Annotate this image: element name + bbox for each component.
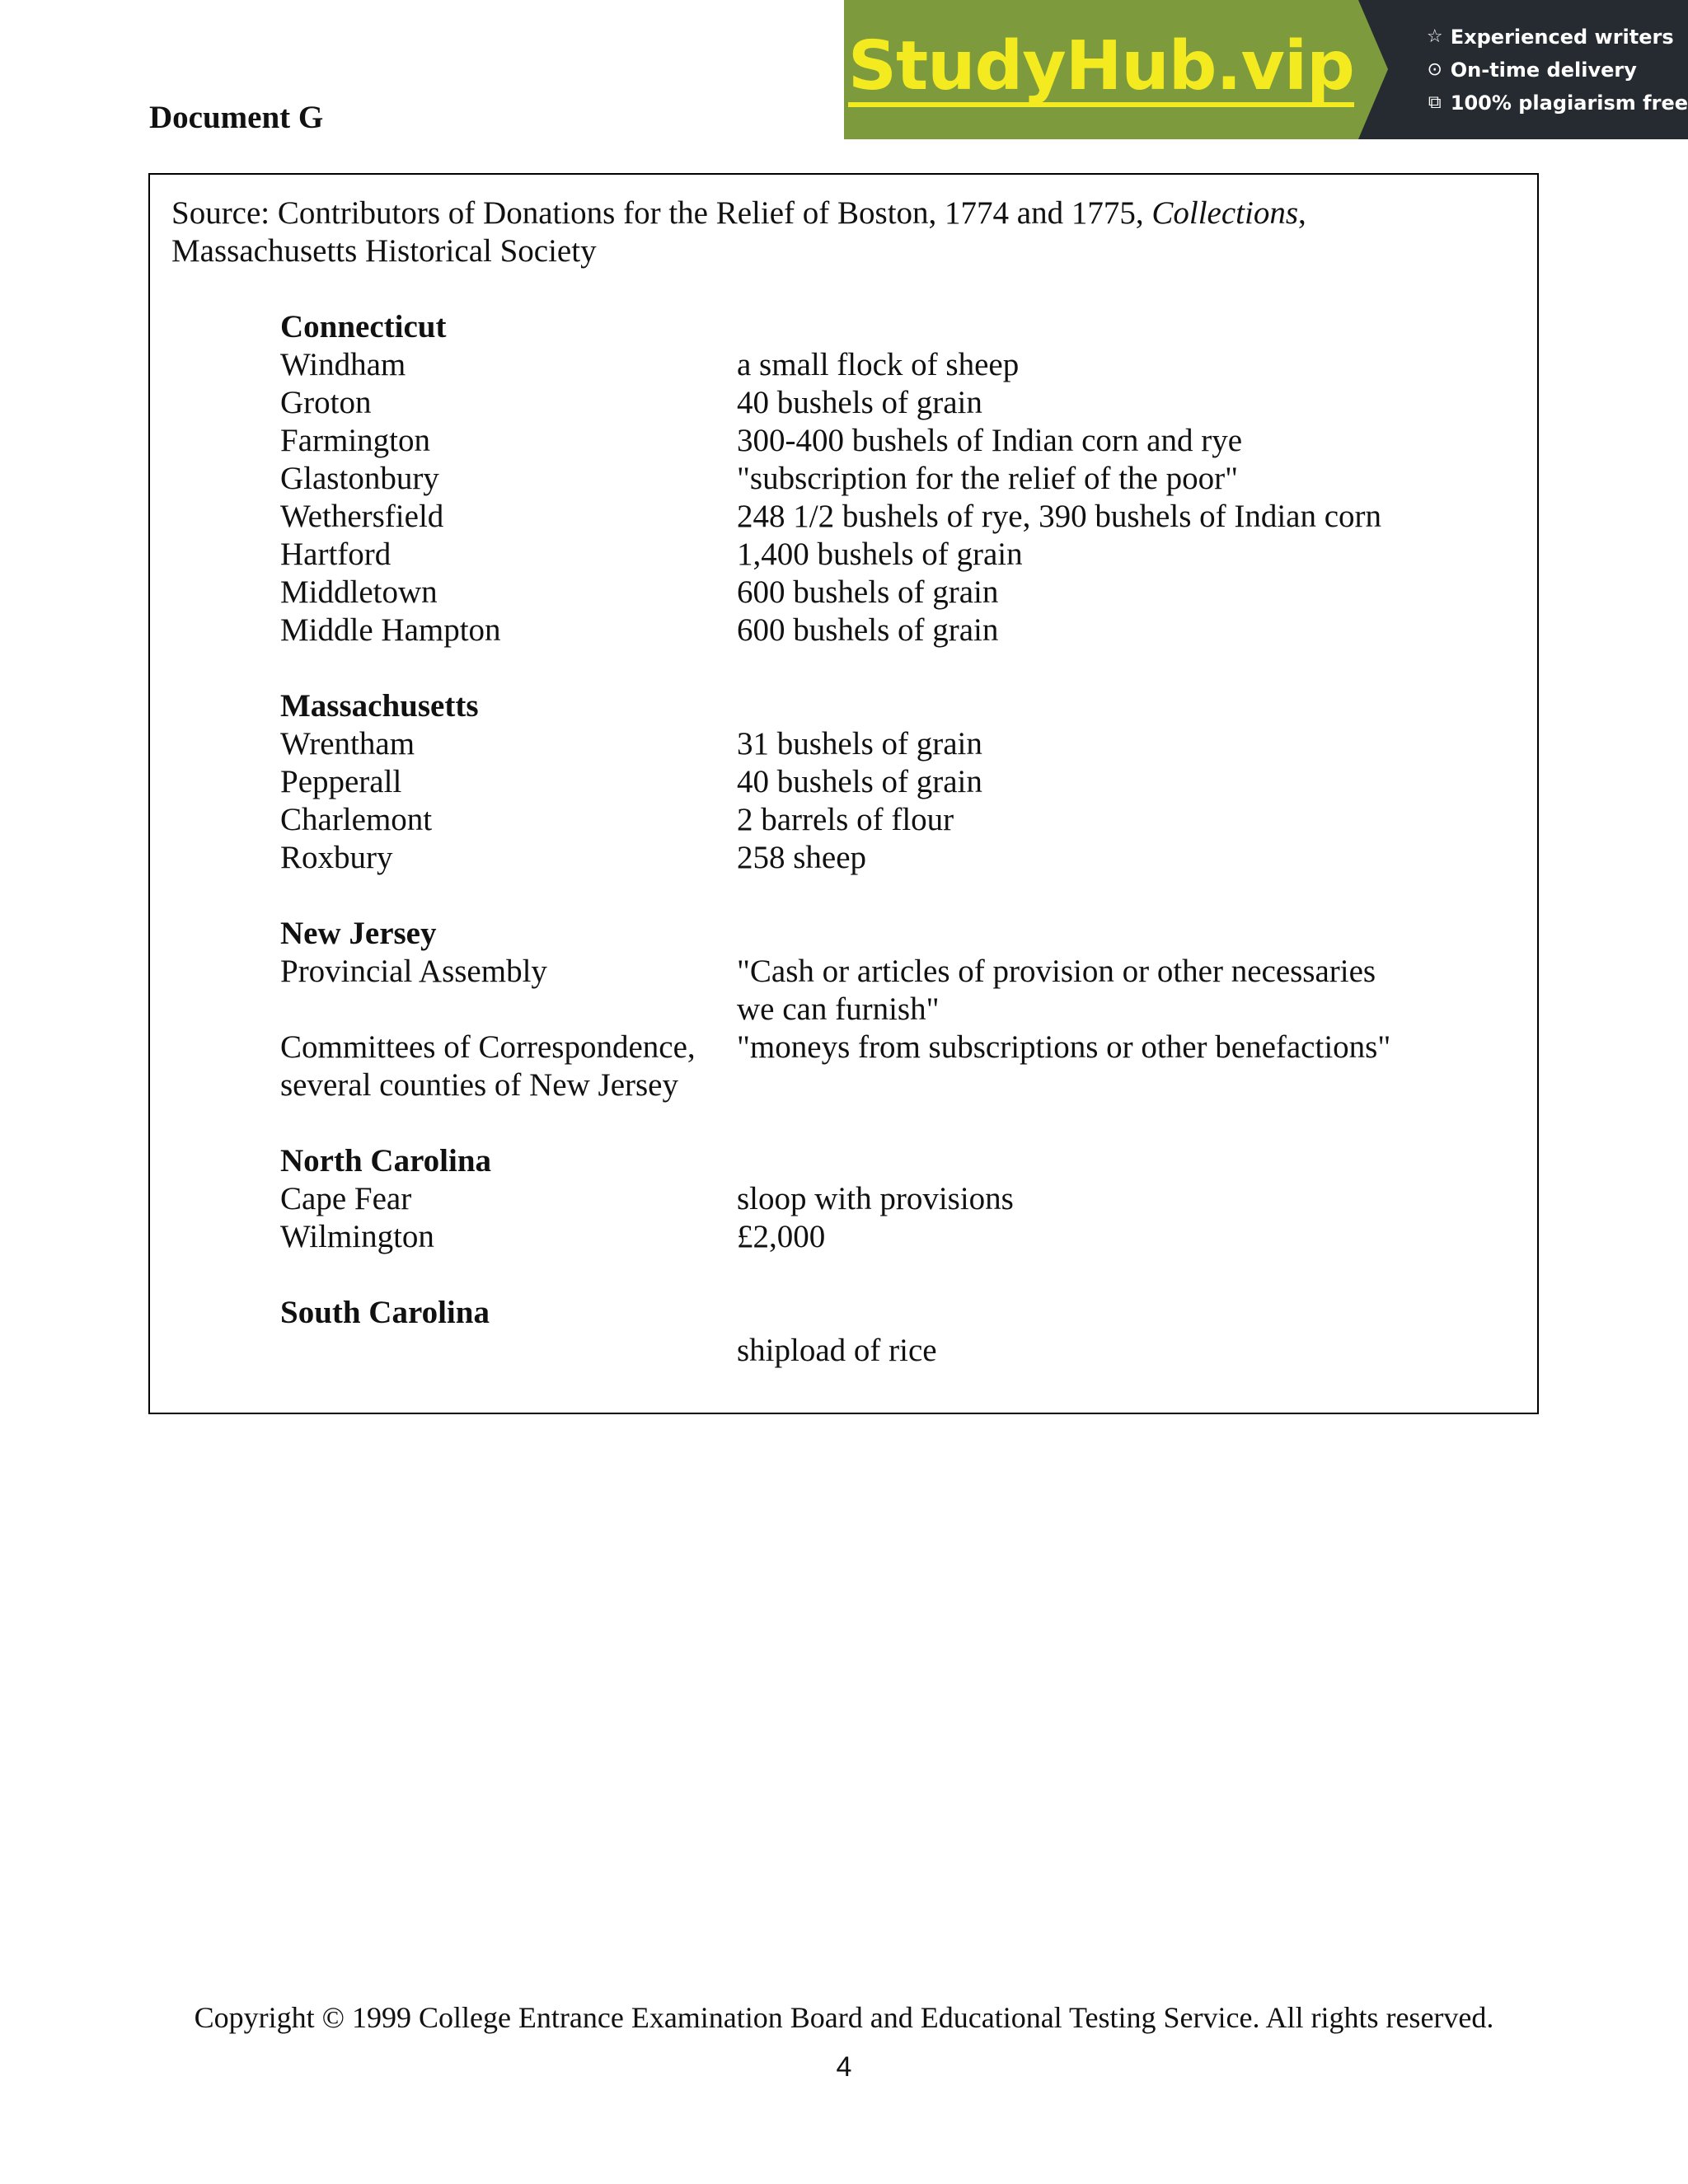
list-item <box>280 1180 1500 1218</box>
list-item <box>280 498 1500 536</box>
source-box <box>148 173 1539 1414</box>
list-item <box>280 839 1500 877</box>
star-icon: ☆ <box>1426 26 1443 47</box>
studyhub-banner[interactable] <box>844 0 1688 139</box>
donation-text: "moneys from subscriptions or other benefactions" <box>737 1029 1391 1065</box>
list-item <box>280 1029 1500 1066</box>
banner-features-list <box>1358 0 1688 139</box>
donation-text: "Cash or articles of provision or other necessaries <box>737 954 1376 989</box>
state-heading-new-jersey: New Jersey <box>280 916 437 951</box>
town-name: Hartford <box>280 537 392 572</box>
town-name: Groton <box>280 385 372 420</box>
donation-text: 600 bushels of grain <box>737 574 999 610</box>
feature-plagiarism-free <box>1426 91 1688 115</box>
donation-text: 300-400 bushels of Indian corn and rye <box>737 423 1243 458</box>
feature-label: Experienced writers <box>1450 25 1674 49</box>
town-name <box>280 1332 737 1370</box>
list-item <box>280 1218 1500 1256</box>
donation-text: 248 1/2 bushels of rye, 390 bushels of Indian corn <box>737 499 1382 534</box>
document-heading: Document G <box>149 100 324 135</box>
source-citation <box>171 194 1507 270</box>
list-item-continuation <box>280 1066 1500 1104</box>
donation-text: 1,400 bushels of grain <box>737 537 1023 572</box>
state-heading-south-carolina: South Carolina <box>280 1295 490 1330</box>
section-spacer <box>280 1256 1500 1294</box>
donation-text: £2,000 <box>737 1219 826 1254</box>
list-item <box>280 1332 1500 1370</box>
town-name: Cape Fear <box>280 1181 412 1216</box>
studyhub-logo-text: StudyHub.vip <box>847 26 1354 105</box>
town-name: Pepperall <box>280 764 402 799</box>
town-name-line-2: several counties of New Jersey <box>280 1067 678 1103</box>
list-item <box>280 574 1500 612</box>
source-prefix: Source: Contributors of Donations for the Relief of Boston, 1774 and 1775, <box>171 195 1152 231</box>
list-item <box>280 725 1500 763</box>
donation-text: sloop with provisions <box>737 1181 1014 1216</box>
feature-label: On-time delivery <box>1450 58 1637 82</box>
list-item <box>280 536 1500 574</box>
state-heading-massachusetts: Massachusetts <box>280 688 479 724</box>
studyhub-logo[interactable] <box>844 0 1358 139</box>
town-name: Wilmington <box>280 1219 434 1254</box>
town-name: Middle Hampton <box>280 612 501 648</box>
section-spacer <box>280 877 1500 915</box>
donation-text: a small flock of sheep <box>737 347 1020 382</box>
feature-on-time-delivery <box>1426 58 1688 82</box>
banner-chevron-shape <box>1358 0 1388 139</box>
list-item <box>280 384 1500 422</box>
source-line-2: Massachusetts Historical Society <box>171 233 597 269</box>
town-name: Windham <box>280 347 406 382</box>
donation-text: 31 bushels of grain <box>737 726 982 762</box>
town-name: Committees of Correspondence, <box>280 1029 696 1065</box>
town-name: Middletown <box>280 574 438 610</box>
section-spacer <box>280 1104 1500 1142</box>
list-item <box>280 953 1500 991</box>
donation-text: 40 bushels of grain <box>737 764 982 799</box>
town-name: Glastonbury <box>280 461 439 496</box>
donation-text-line-2 <box>737 1066 1500 1104</box>
state-heading-connecticut: Connecticut <box>280 309 447 344</box>
town-name: Wrentham <box>280 726 415 762</box>
source-italic-title: Collections <box>1151 195 1299 231</box>
list-item <box>280 612 1500 649</box>
list-item <box>280 346 1500 384</box>
donation-text: 40 bushels of grain <box>737 385 982 420</box>
page-number: 4 <box>836 2051 852 2083</box>
town-name: Farmington <box>280 423 430 458</box>
source-suffix: , <box>1298 195 1306 231</box>
town-name: Wethersfield <box>280 499 444 534</box>
town-name: Provincial Assembly <box>280 954 547 989</box>
donation-text-line-2: we can furnish" <box>737 991 940 1027</box>
copyright-notice: Copyright © 1999 College Entrance Examination Board and Educational Testing Service. All rights reserved. <box>194 2001 1494 2034</box>
donation-text: "subscription for the relief of the poor" <box>737 461 1239 496</box>
copy-icon: ⧉ <box>1428 91 1442 113</box>
list-item <box>280 763 1500 801</box>
donation-text: 2 barrels of flour <box>737 802 954 837</box>
town-name: Charlemont <box>280 802 433 837</box>
list-item <box>280 422 1500 460</box>
feature-experienced-writers <box>1426 25 1688 49</box>
donations-list <box>280 308 1500 1370</box>
donation-text: 600 bushels of grain <box>737 612 999 648</box>
section-spacer <box>280 649 1500 687</box>
town-name: Roxbury <box>280 840 393 875</box>
clock-icon: ⊙ <box>1427 59 1442 80</box>
list-item-continuation <box>280 991 1500 1029</box>
state-heading-north-carolina: North Carolina <box>280 1143 492 1179</box>
town-name-line-2 <box>280 991 737 1029</box>
donation-text: shipload of rice <box>737 1333 937 1368</box>
feature-label: 100% plagiarism free <box>1450 91 1688 115</box>
list-item <box>280 460 1500 498</box>
list-item <box>280 801 1500 839</box>
donation-text: 258 sheep <box>737 840 867 875</box>
